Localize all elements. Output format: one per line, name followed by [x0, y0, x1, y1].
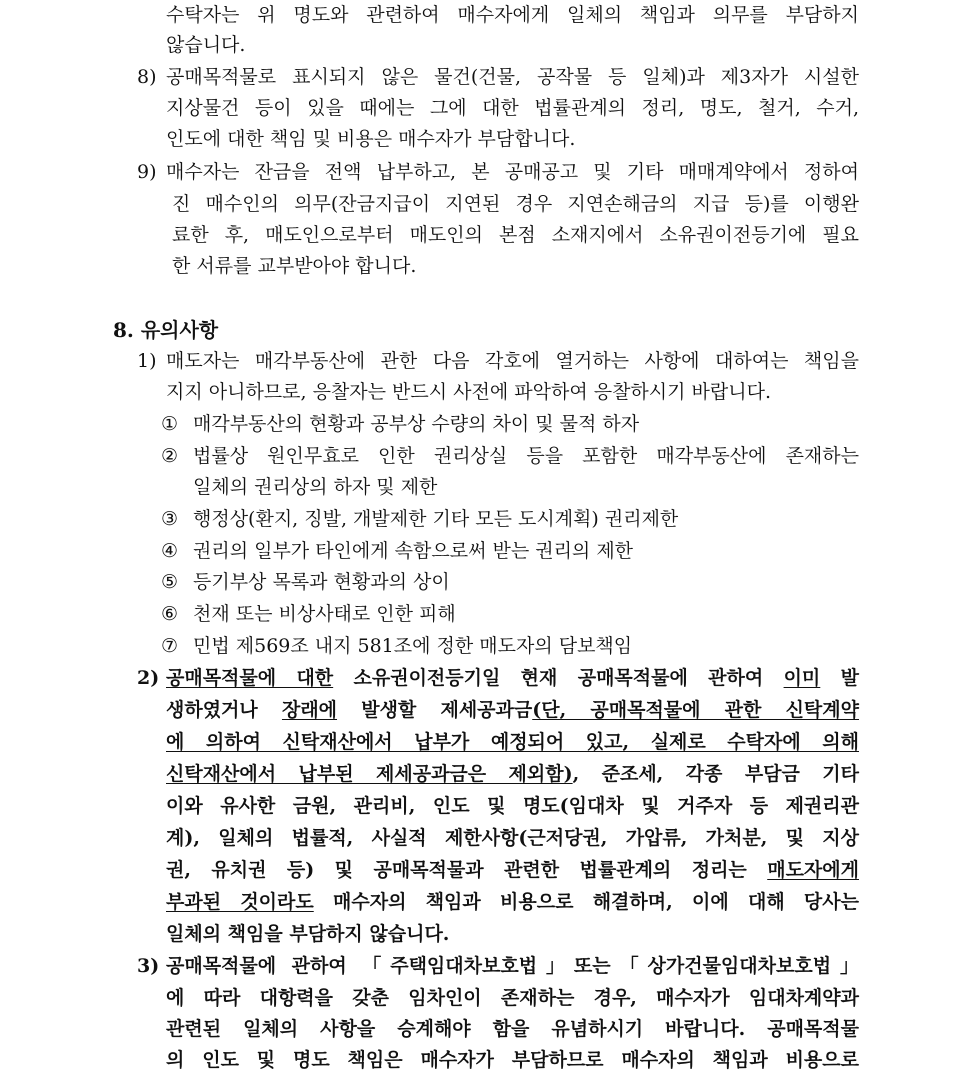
text-run: 권, 유치권 등) 및 공매목적물과 관련한 법률관계의 정리는 [166, 859, 768, 881]
subitem-text: 민법 제569조 내지 581조에 정한 매도자의 담보책임 [193, 635, 633, 657]
note2-line-1 [166, 663, 859, 693]
underlined-text: 장래에 [281, 699, 338, 721]
item9-number: 9) [137, 161, 157, 183]
note2-number: 2) [137, 667, 160, 689]
text-run: 발 [820, 667, 859, 689]
underlined-text: 매도자에게 [767, 859, 859, 881]
note3-line-2: 에 따라 대항력을 갖춘 임차인이 존재하는 경우, 매수자가 임대차계약과 [166, 987, 859, 1009]
subitem-marker: ③ [161, 508, 179, 530]
subitem-text: 행정상(환지, 징발, 개발제한 기타 모든 도시계획) 권리제한 [193, 508, 679, 530]
subitem-text: 권리의 일부가 타인에게 속함으로써 받는 권리의 제한 [193, 540, 634, 562]
note3-number: 3) [137, 955, 160, 977]
text-run: , 준조세, 각종 부담금 기타 [572, 763, 859, 785]
note2-line-5: 이와 유사한 금원, 관리비, 인도 및 명도(임대차 및 거주자 등 제권리관 [166, 795, 859, 817]
item9-line-4: 한 서류를 교부받아야 합니다. [172, 255, 417, 277]
note3-line-3: 관련된 일체의 사항을 승계해야 함을 유념하시기 바랍니다. 공매목적물 [166, 1018, 859, 1040]
text-run: 생하였거나 [166, 699, 282, 721]
underlined-text: 신탁재산에서 납부된 제세공과금은 제외함) [166, 763, 573, 785]
subitem-marker: ④ [161, 540, 179, 562]
item9-line-3: 료한 후, 매도인으로부터 매도인의 본점 소재지에서 소유권이전등기에 필요 [172, 224, 859, 246]
note2-line-7 [166, 855, 859, 885]
note3-line-4: 의 인도 및 명도 책임은 매수자가 부담하므로 매수자의 책임과 비용으로 [166, 1049, 859, 1071]
subitem-marker: ② [161, 445, 179, 467]
note1-line-2: 지지 아니하므로, 응찰자는 반드시 사전에 파악하여 응찰하시기 바랍니다. [166, 381, 771, 403]
subitem-text: 일체의 권리상의 하자 및 제한 [193, 476, 438, 498]
subitem-marker: ⑤ [161, 571, 179, 593]
underlined-text: (단, 공매목적물에 관한 신탁계약 [532, 699, 859, 721]
subitem-marker: ① [161, 413, 179, 435]
underlined-text: 공매목적물에 대한 [166, 667, 334, 689]
section-heading: 8. 유의사항 [113, 318, 219, 342]
item7-line-1: 수탁자는 위 명도와 관련하여 매수자에게 일체의 책임과 의무를 부담하지 [166, 4, 859, 26]
text-run: 매수자의 책임과 비용으로 해결하며, 이에 대해 당사는 [313, 891, 859, 913]
subitem-text: 등기부상 목록과 현황과의 상이 [193, 571, 450, 593]
item8-line-1: 공매목적물로 표시되지 않은 물건(건물, 공작물 등 일체)과 제3자가 시설한 [166, 66, 859, 88]
subitem-text: 법률상 원인무효로 인한 권리상실 등을 포함한 매각부동산에 존재하는 [193, 445, 859, 467]
item8-number: 8) [137, 66, 157, 88]
note2-line-3 [166, 727, 859, 757]
note2-line-6: 계), 일체의 법률적, 사실적 제한사항(근저당권, 가압류, 가처분, 및 지상 [166, 827, 859, 849]
item8-line-3: 인도에 대한 책임 및 비용은 매수자가 부담합니다. [166, 128, 576, 150]
note2-line-2 [166, 695, 859, 725]
note1-number: 1) [137, 350, 157, 372]
underlined-text: 이미 [783, 667, 821, 689]
note2-line-8 [166, 887, 859, 917]
subitem-text: 매각부동산의 현황과 공부상 수량의 차이 및 물적 하자 [193, 413, 640, 435]
item9-line-1: 매수자는 잔금을 전액 납부하고, 본 공매공고 및 기타 매매계약에서 정하여 [166, 161, 859, 183]
note2-line-9: 일체의 책임을 부담하지 않습니다. [166, 923, 450, 945]
note2-line-4 [166, 759, 859, 789]
underlined-text: 에 의하여 신탁재산에서 납부가 예정되어 있고, 실제로 수탁자에 의해 [166, 731, 859, 753]
subitem-text: 천재 또는 비상사태로 인한 피해 [193, 603, 456, 625]
subitem-marker: ⑦ [161, 635, 179, 657]
subitem-marker: ⑥ [161, 603, 179, 625]
text-run: 소유권이전등기일 현재 공매목적물에 관하여 [333, 667, 784, 689]
note1-line-1: 매도자는 매각부동산에 관한 다음 각호에 열거하는 사항에 대하여는 책임을 [166, 350, 859, 372]
note3-line-1: 공매목적물에 관하여 「주택임대차보호법」또는「상가건물임대차보호법」 [166, 955, 859, 977]
item7-line-2: 않습니다. [166, 34, 246, 56]
item8-line-2: 지상물건 등이 있을 때에는 그에 대한 법률관계의 정리, 명도, 철거, 수거, [166, 97, 859, 119]
item9-line-2: 진 매수인의 의무(잔금지급이 지연된 경우 지연손해금의 지급 등)를 이행완 [172, 193, 859, 215]
underlined-text: 부과된 것이라도 [166, 891, 314, 913]
text-run: 발생할 제세공과금 [337, 699, 533, 721]
